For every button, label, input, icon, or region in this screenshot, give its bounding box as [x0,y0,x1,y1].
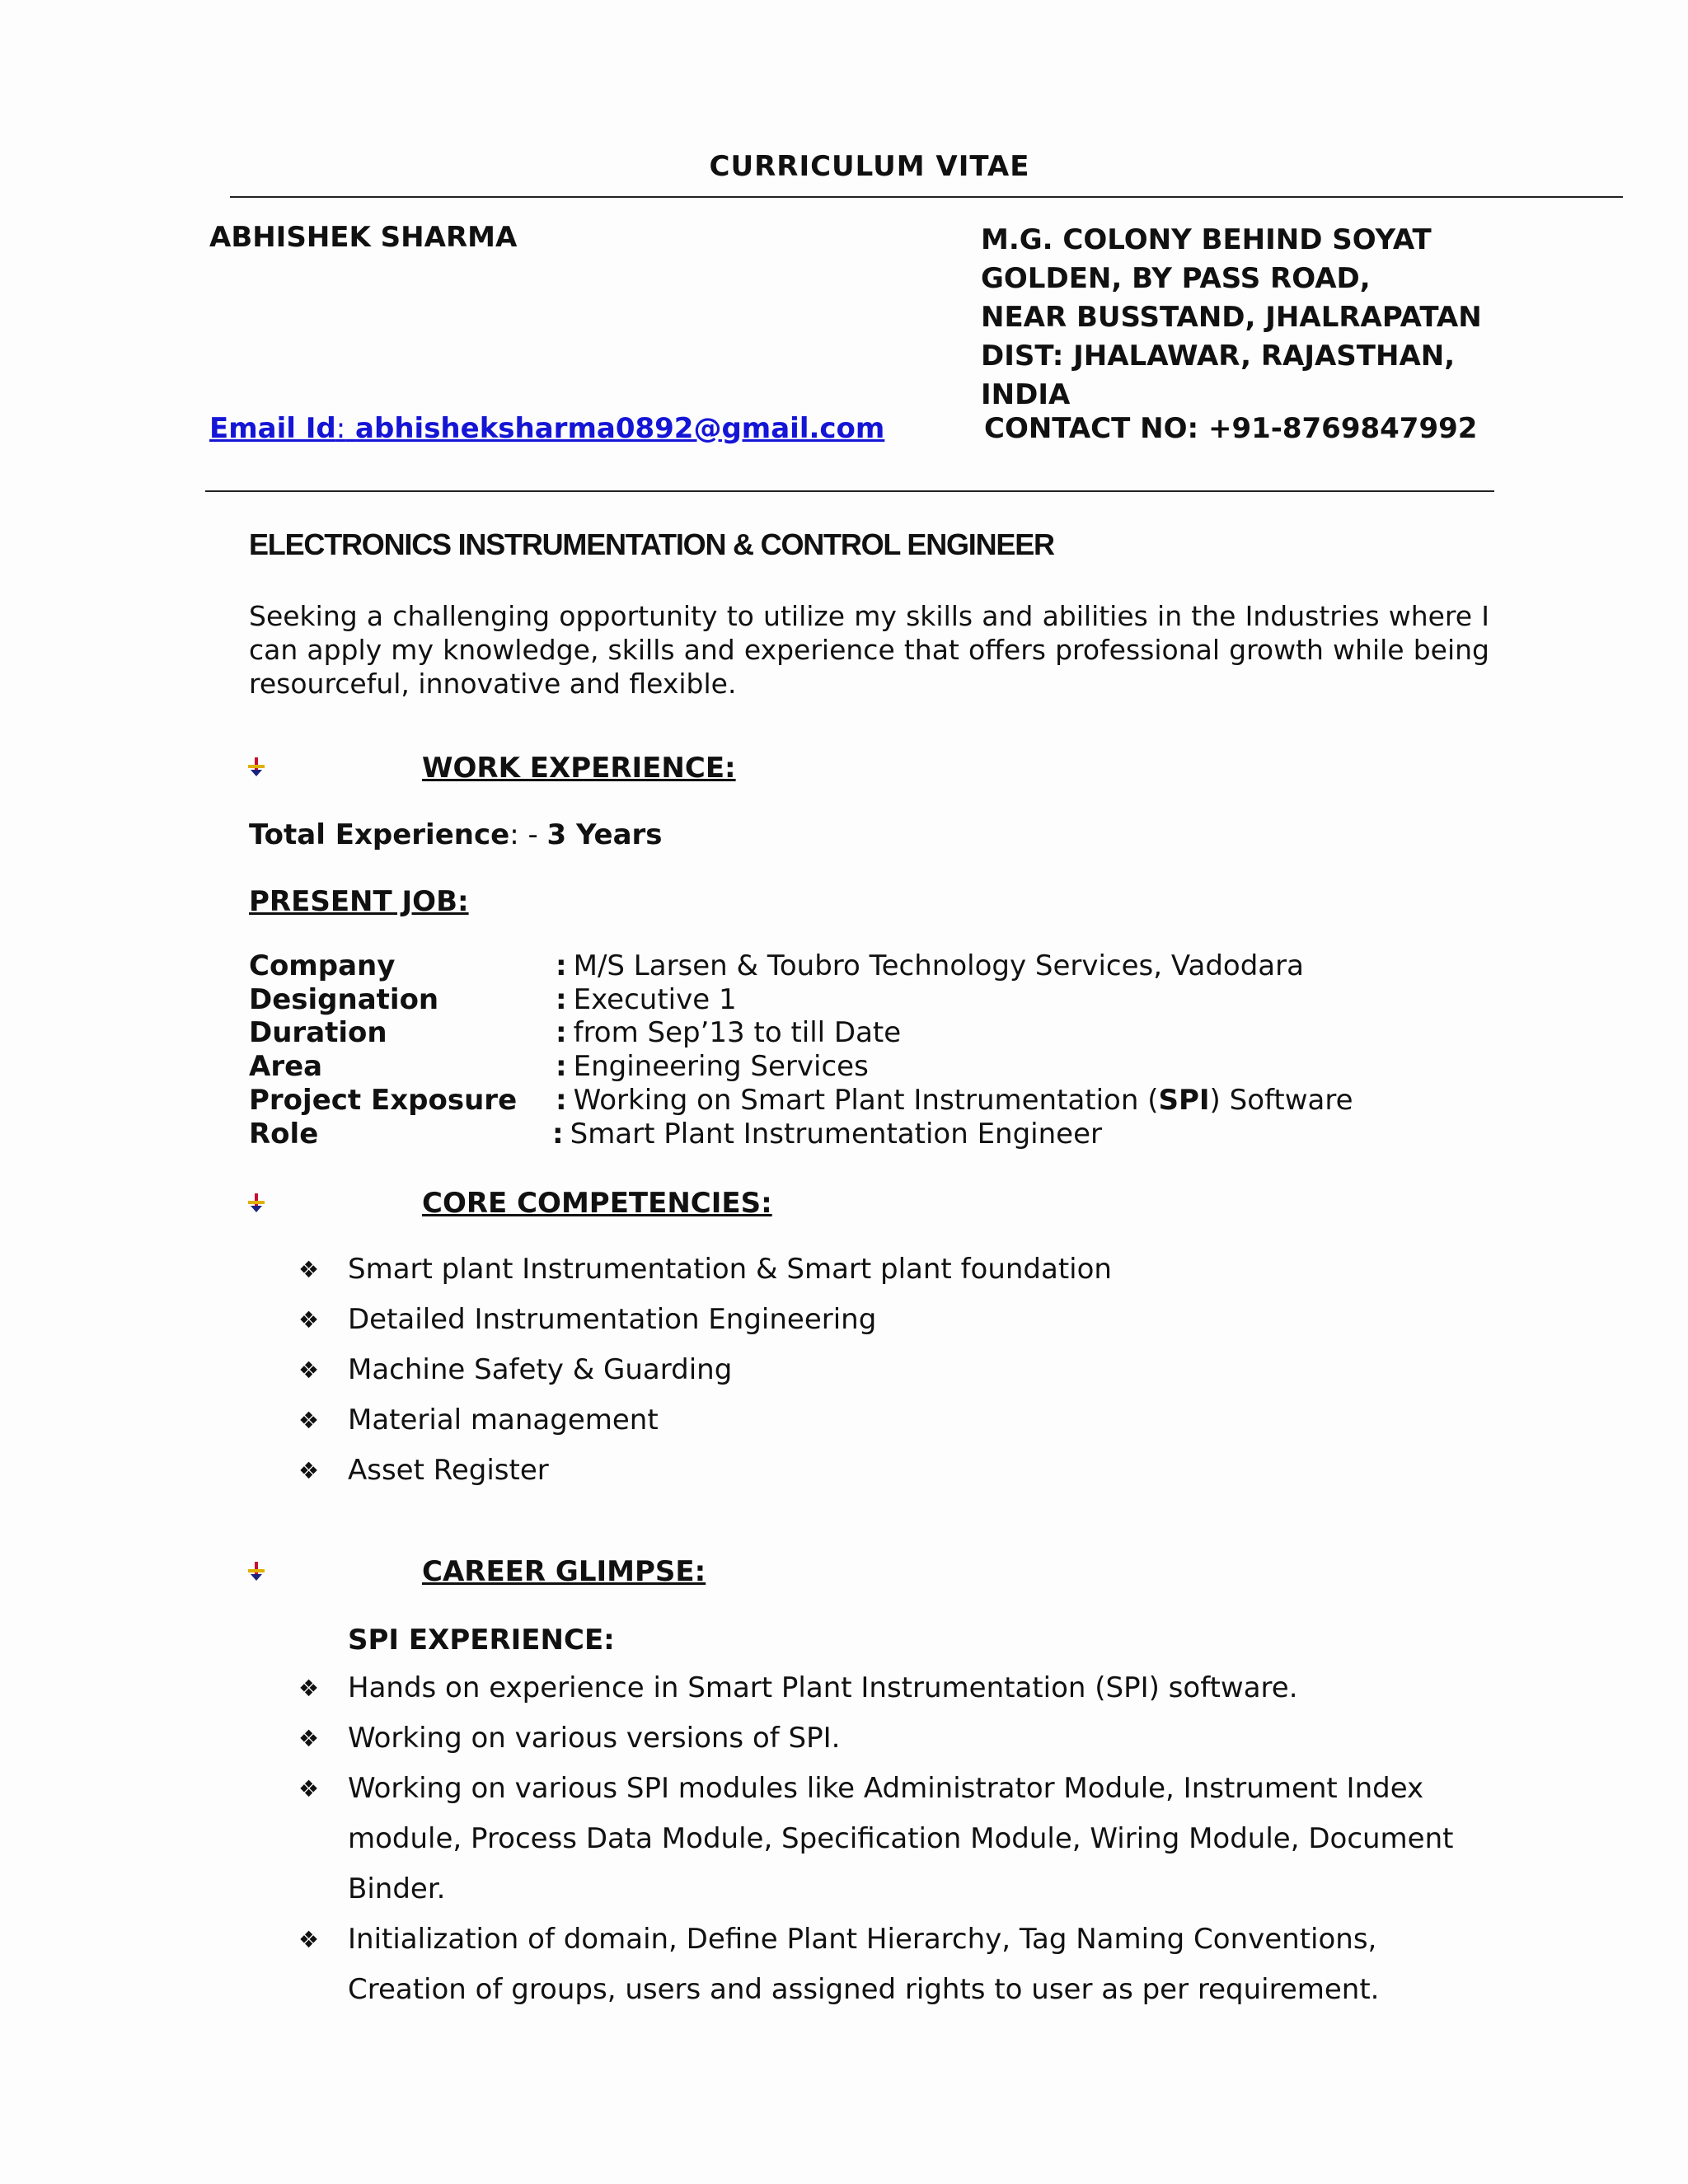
address-line: INDIA [981,378,1071,411]
core-competencies-list [298,1244,1502,1496]
list-item: ❖ Working on various versions of SPI. [298,1713,1502,1764]
diamond-bullet-icon: ❖ [298,1725,320,1752]
job-details [249,949,1353,1151]
address-line: GOLDEN, BY PASS ROAD, [981,262,1371,295]
job-colon: : [556,1016,567,1050]
profession-heading: ELECTRONICS INSTRUMENTATION & CONTROL ENGINEER [249,527,1054,561]
address-line: M.G. COLONY BEHIND SOYAT [981,223,1432,256]
exposure-pre: Working on Smart Plant Instrumentation ( [573,1083,1159,1117]
total-experience-value: 3 Years [546,818,663,851]
contact-number: CONTACT NO: +91-8769847992 [984,412,1478,445]
arrow-bullet-icon [247,1561,265,1586]
job-row-company [249,949,1353,983]
total-experience-label: Total Experience [249,818,510,851]
job-value [574,1084,1353,1118]
job-label: Designation [249,982,439,1016]
list-item: ❖ Hands on experience in Smart Plant Instrumentation (SPI) software. [298,1663,1502,1713]
job-value: Executive 1 [573,982,737,1016]
job-row-area [249,1050,1353,1084]
job-colon: : [556,982,567,1016]
job-value: Smart Plant Instrumentation Engineer [570,1117,1102,1151]
job-row-designation [249,983,1353,1017]
diamond-bullet-icon: ❖ [298,1357,320,1384]
job-colon: : [556,1083,567,1117]
diamond-bullet-icon: ❖ [298,1457,320,1484]
job-colon: : [556,1050,567,1084]
list-item: ❖ Detailed Instrumentation Engineering [298,1295,1502,1345]
email-separator: : [335,412,346,445]
job-row-exposure [249,1084,1353,1118]
job-row-duration [249,1016,1353,1050]
diamond-bullet-icon: ❖ [298,1675,320,1702]
exposure-bold: SPI [1158,1083,1210,1117]
spi-experience-list [298,1663,1502,2015]
objective-text: Seeking a challenging opportunity to utilize my skills and abilities in the Industries where I can apply my knowledge, skills and experience that offers professional growth while being resourceful, innovative and flexible. [249,600,1489,700]
exposure-post: ) Software [1209,1083,1353,1117]
email-value: abhisheksharma0892@gmail.com [355,412,885,445]
job-value: from Sep’13 to till Date [573,1016,902,1050]
job-label: Duration [249,1016,387,1050]
diamond-bullet-icon: ❖ [298,1926,320,1953]
address-line: NEAR BUSSTAND, JHALRAPATAN [981,301,1482,334]
present-job-heading: PRESENT JOB: [249,885,469,918]
arrow-bullet-icon [247,1193,265,1217]
job-row-role [249,1118,1353,1151]
diamond-bullet-icon: ❖ [298,1256,320,1283]
email-label: Email Id [209,412,336,445]
title-divider [230,196,1623,198]
total-experience [249,818,663,851]
address-line: DIST: JHALAWAR, RAJASTHAN, [981,340,1456,373]
job-value: Engineering Services [573,1050,869,1084]
diamond-bullet-icon: ❖ [298,1407,320,1434]
list-item: ❖ Asset Register [298,1446,1502,1496]
header-divider [205,490,1494,492]
work-experience-heading: WORK EXPERIENCE: [422,752,736,785]
list-item: ❖ Working on various SPI modules like Administrator Module, Instrument Index module, Process Data Module, Specification Module, Wiring Module, Document Binder. [298,1764,1502,1915]
candidate-name: ABHISHEK SHARMA [209,221,518,254]
list-item: ❖ Machine Safety & Guarding [298,1345,1502,1395]
core-competencies-heading: CORE COMPETENCIES: [422,1187,772,1220]
list-item: ❖ Material management [298,1395,1502,1446]
job-value: M/S Larsen & Toubro Technology Services, Vadodara [573,949,1304,982]
job-label: Area [249,1050,323,1084]
list-item: ❖ Smart plant Instrumentation & Smart plant foundation [298,1244,1502,1295]
diamond-bullet-icon: ❖ [298,1775,320,1802]
job-label: Company [249,949,396,982]
arrow-bullet-icon [247,757,265,781]
email-link[interactable] [209,412,884,445]
career-glimpse-heading: CAREER GLIMPSE: [422,1555,706,1588]
job-label: Role [249,1117,319,1151]
list-item: ❖ Initialization of domain, Define Plant Hierarchy, Tag Naming Conventions, Creation of groups, users and assigned rights to user as per requirement. [298,1915,1502,2015]
job-label: Project Exposure [249,1083,518,1117]
job-colon: : [556,949,567,982]
total-experience-separator: : - [509,818,547,851]
diamond-bullet-icon: ❖ [298,1306,320,1333]
job-colon: : [552,1117,564,1151]
address-block [981,221,1482,415]
spi-experience-heading: SPI EXPERIENCE: [348,1624,615,1657]
cv-title: CURRICULUM VITAE [709,150,1030,183]
